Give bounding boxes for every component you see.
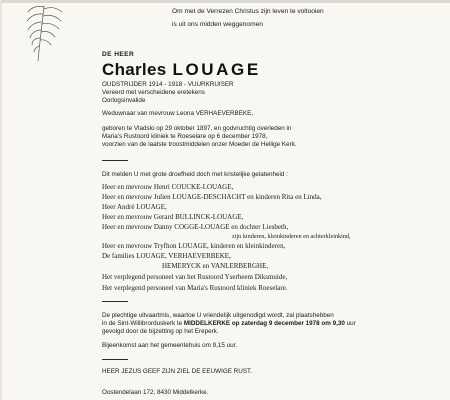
hour-suffix: uur [344,320,356,327]
family-line: Heer en mevrouw Tryfhon LOUAGE, kinderen en kleinkinderen, [102,242,286,250]
family-line: Heer en mevrouw Henri COUCKE-LOUAGE, [102,183,234,191]
family-line: De families LOUAGE, VERHAEVERBEKE, [102,252,231,260]
spouse-line: Weduwnaar van mevrouw Leona VERHAEVERBEKE, [102,110,254,117]
last-name: LOUAGE [172,60,261,79]
divider [102,301,128,302]
invalid-line: Oorlogsinvalide [102,97,146,104]
funeral-line-3: gevolgd door de bijzetting op het Ereperk. [102,328,219,335]
honors-line: Vereerd met verscheidene eretekens [102,89,205,96]
family-line: Heer en mevrouw Julien LOUAGE-DESCHACHT en kinderen Rita en Linda, [102,193,322,201]
closing-prayer: HEER JEZUS GEEF ZIJN ZIEL DE EEUWIGE RUST. [102,368,252,375]
family-line: Heer en mevrouw Danny COGGE-LOUAGE en dochter Liesbeth, [102,223,289,231]
funeral-line-1: De plechtige uitvaartmis, waartoe U vriendelijk uitgenodigd wordt, zal plaatshebben [102,312,334,319]
announcement-line: Dit melden U met grote droefheid doch met kristelijke gelatenheid : [102,171,288,178]
divider [102,160,128,161]
veteran-line: OUDSTRIJDER 1914 - 1918 - VUURKRUISER [102,81,234,88]
funeral-line-2 [102,320,356,327]
family-relation-line: zijn kinderen, kleinkinderen en achterkleinkind, [232,233,351,240]
family-line: HEMERYCK en VANLERBERGHE, [162,262,269,270]
funeral-date-time: MIDDELKERKE op zaterdag 9 december 1978 om 9,30 [183,320,345,327]
address-line: Oostendelaan 172, 8430 Middelkerke. [102,389,209,396]
motto-line-1: Om met de Verrezen Christus zijn leven te voltooien [172,8,324,15]
death-line: Maria's Rustoord kliniek te Roeselare op 6 december 1978, [102,133,268,140]
family-line: Heer André LOUAGE, [102,203,167,211]
scan-edge-left [0,0,2,400]
first-name: Charles [102,60,167,79]
family-line: Het verplegend personeel van Maria's Rustoord kliniek Roeselare. [102,284,288,292]
divider [102,359,128,360]
sacraments-line: voorzien van de laatste troostmiddelen onzer Moeder de Heilige Kerk. [102,141,297,148]
deceased-name [102,60,261,80]
birth-line: geboren te Vladslo op 29 oktober 1897, en godvruchtig overleden in [102,125,292,132]
honorific-title: DE HEER [102,51,135,58]
motto-line-2: is uit ons midden weggenomen [172,21,263,28]
scan-edge-top [0,0,450,3]
palm-branch-illustration [22,4,68,62]
church-text: in de Sint-Willibrorduskerk te [102,320,184,327]
family-line: Heer en mevrouw Gerard BULLINCK-LOUAGE, [102,213,244,221]
family-line: Het verplegend personeel van het Rustoord Yserheem Diksmuide, [102,273,288,281]
gathering-line: Bijeenkomst aan het gemeentehuis om 9,15 uur. [102,342,238,349]
